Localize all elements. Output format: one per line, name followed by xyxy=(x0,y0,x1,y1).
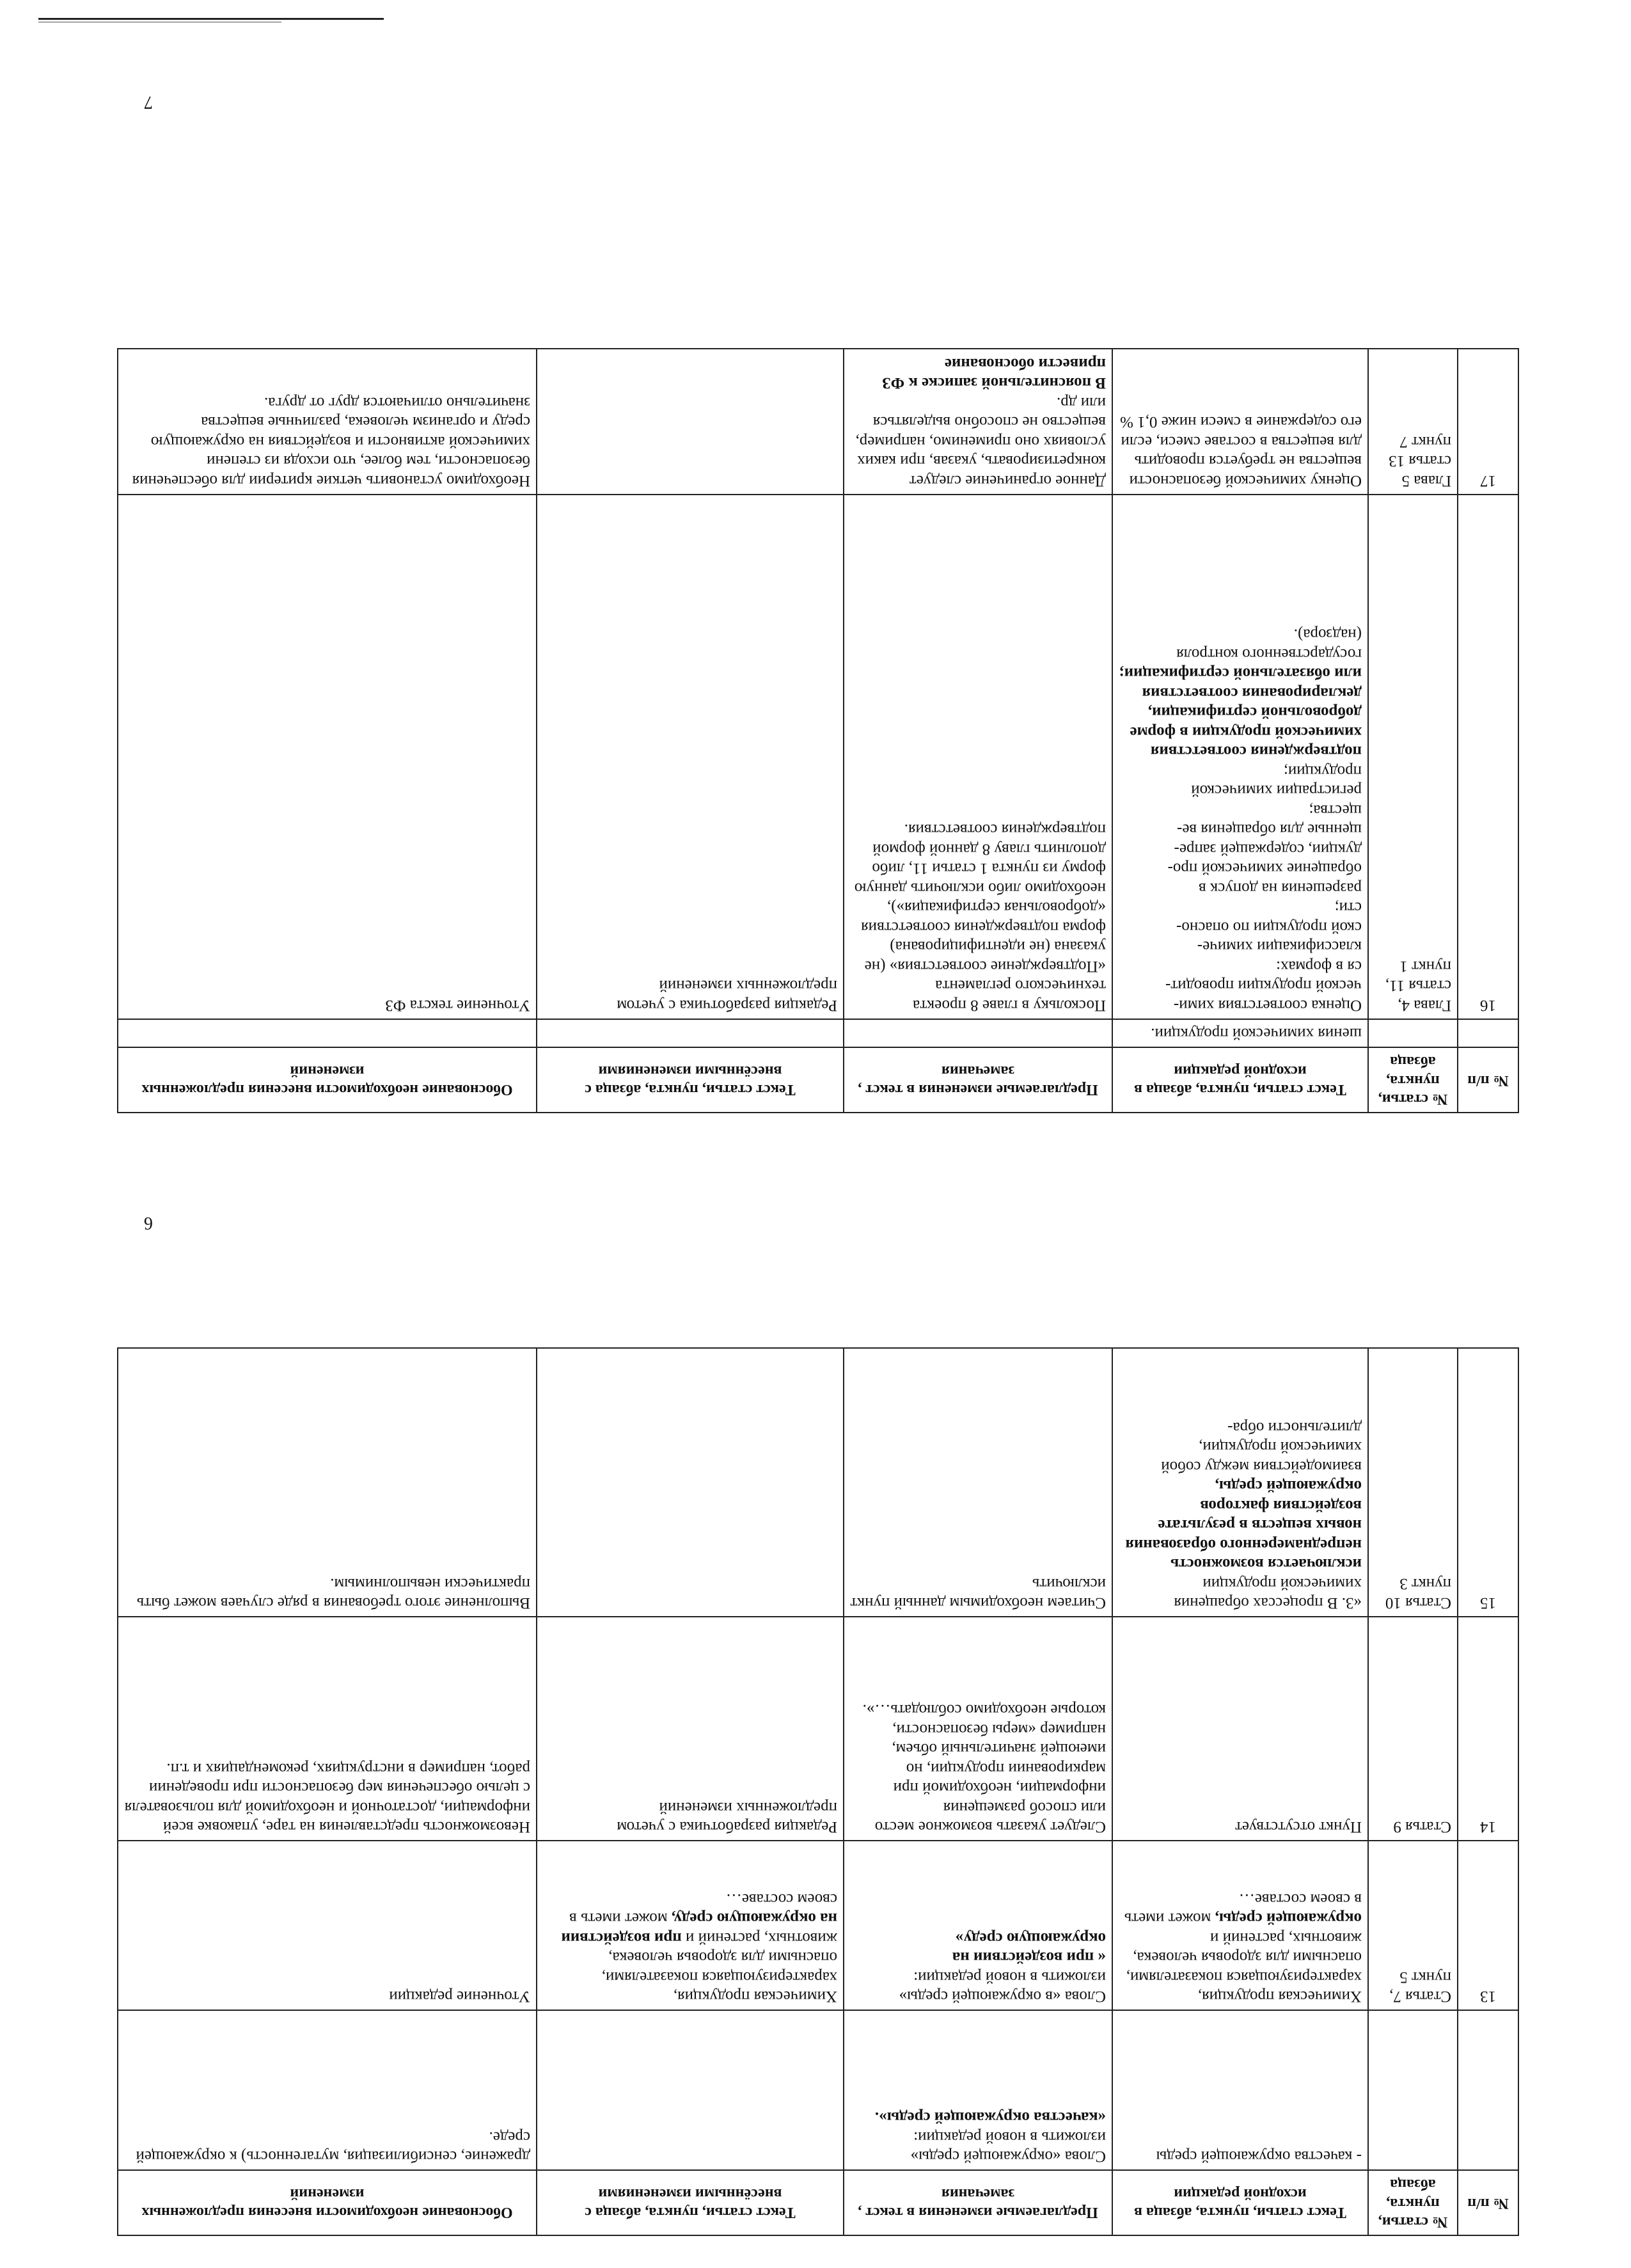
cell-justification: Выполнение этого требования в ряде случаев может быть практически невыполнимым. xyxy=(118,1348,537,1617)
table-row-13 xyxy=(118,1841,1518,2010)
cell-original: Пункт отсутствует xyxy=(1112,1617,1368,1841)
cell-amended: Химическая продукция, характеризующаяся показателями, опасными для здоровья человека, животных, растений и при воздействии на окружающую среду, может иметь в своем составе… xyxy=(537,1841,844,2010)
header-amended: Текст статьи, пункта, абзаца с внесёнными изменениями xyxy=(537,1047,844,1113)
header-num: № п/п xyxy=(1458,2170,1518,2235)
cell-proposed: Считаем необходимым данный пункт исключить xyxy=(844,1348,1112,1617)
cell-justification: Невозможность представления на таре, упаковке всей информации, достаточной и необходимой для пользователя с целью обеспечения мер безопасности при проведении работ, например в инструкциях, рекомендациях и т.п. xyxy=(118,1617,537,1841)
table-header-row xyxy=(118,1047,1518,1113)
page-number: 6 xyxy=(144,1213,153,1233)
cell-original: Оценку химической безопасности вещества не требуется проводить для вещества в составе смеси, если его содержание в смеси ниже 0,1 % xyxy=(1112,349,1368,495)
cell-amended xyxy=(537,349,844,495)
document-page-7 xyxy=(118,92,1519,1113)
table-row-continuation xyxy=(118,2010,1518,2170)
header-article: № статьи, пункта, абзаца xyxy=(1368,2170,1458,2235)
cell-proposed: Следует указать возможное место или способ размещения информации, необходимой при маркировании продукции, но имеющей значительный объем, например «меры безопасности, которые необходимо соблюдать…». xyxy=(844,1617,1112,1841)
cell-amended xyxy=(537,1348,844,1617)
document-page-6 xyxy=(118,1213,1519,2236)
header-num: № п/п xyxy=(1458,1047,1518,1113)
table-row-14 xyxy=(118,1617,1518,1841)
header-original: Текст статьи, пункта, абзаца в исходной редакции xyxy=(1112,2170,1368,2235)
table-header-row xyxy=(118,2170,1518,2235)
cell-proposed: Слова «окружающей среды» изложить в новой редакции: «качества окружающей среды». xyxy=(844,2010,1112,2170)
cell-num: 13 xyxy=(1458,1841,1518,2010)
cell-amended: Редакция разработчика с учетом предложенных изменений xyxy=(537,1617,844,1841)
cell-original: «3. В процессах обращения химической продукции исключается возможность непреднамеренного образования новых веществ в результате воздействия факторов окружающей среды, взаимодействия между собой химической продукции, длительности обра- xyxy=(1112,1348,1368,1617)
cell-proposed: Поскольку в главе 8 проекта технического регламента «Подтверждение соответствия» (не указана (не идентифицирована) форма подтверждения соответствия «добровольная сертификация»), необходимо либо исключить данную форму из пункта 1 статьи 11, либо дополнить главу 8 данной формой подтверждения соответствия. xyxy=(844,495,1112,1019)
page-number: 7 xyxy=(144,92,153,112)
amendments-table-page-6 xyxy=(117,1347,1519,2236)
table-row-16 xyxy=(118,495,1518,1019)
cell-original: - качества окружающей среды xyxy=(1112,2010,1368,2170)
cell-justification: Уточнение редакции xyxy=(118,1841,537,2010)
header-proposed: Предлагаемые изменения в текст , замечания xyxy=(844,1047,1112,1113)
header-original: Текст статьи, пункта, абзаца в исходной редакции xyxy=(1112,1047,1368,1113)
scan-edge-line xyxy=(38,18,384,20)
cell-article: Глава 5 статья 13 пункт 7 xyxy=(1368,349,1458,495)
header-amended: Текст статьи, пункта, абзаца с внесёнными изменениями xyxy=(537,2170,844,2235)
cell-num: 16 xyxy=(1458,495,1518,1019)
header-justification: Обоснование необходимости внесения предложенных изменений xyxy=(118,2170,537,2235)
cell-amended: Редакция разработчика с учетом предложенных изменений xyxy=(537,495,844,1019)
cell-article: Статья 7, пункт 5 xyxy=(1368,1841,1458,2010)
header-justification: Обоснование необходимости внесения предложенных изменений xyxy=(118,1047,537,1113)
cell-justification: дражение, сенсибилизация, мутагенность) к окружающей среде. xyxy=(118,2010,537,2170)
cell-original: Химическая продукция, характеризующаяся показателями, опасными для здоровья человека, животных, растений и окружающей среды, может иметь в своем составе… xyxy=(1112,1841,1368,2010)
cell-proposed: Данное ограничение следует конкретизировать, указав, при каких условиях оно применимо, например, вещество не способно выделяться или др. В пояснительной записке к ФЗ привести обоснование xyxy=(844,349,1112,495)
cell-justification: Необходимо установить четкие критерии для обеспечения безопасности, тем более, что исходя из степени химической активности и воздействия на окружающую среду и организм человека, различные вещества значительно отличаются друг от друга. xyxy=(118,349,537,495)
cell-article: Глава 4, статья 11, пункт 1 xyxy=(1368,495,1458,1019)
cell-num: 14 xyxy=(1458,1617,1518,1841)
cell-original: Оценка соответствия хими- ческой продукции проводит- ся в формах: классификации химиче- ской продукции по опасно- сти; разрешения на допуск в обращение химической про- дукции, содержащей запре- щенные для обращения ве- щества; регистрации химической продукции; подтверждения соответствия химической продукции в форме добровольной сертификации, декларирования соответствия или обязательной сертификации; государственного контроля (надзора). xyxy=(1112,495,1368,1019)
header-article: № статьи, пункта, абзаца xyxy=(1368,1047,1458,1113)
header-proposed: Предлагаемые изменения в текст , замечания xyxy=(844,2170,1112,2235)
amendments-table-page-7 xyxy=(117,348,1519,1113)
cell-proposed: Слова «в окружающей среды» изложить в новой редакции: « при воздействии на окружающую среду» xyxy=(844,1841,1112,2010)
table-row-17 xyxy=(118,349,1518,495)
cell-num: 15 xyxy=(1458,1348,1518,1617)
cell-num: 17 xyxy=(1458,349,1518,495)
table-row-15 xyxy=(118,1348,1518,1617)
cell-original: шения химической продукции. xyxy=(1112,1019,1368,1048)
cell-justification: Уточнение текста ФЗ xyxy=(118,495,537,1019)
cell-article: Статья 9 xyxy=(1368,1617,1458,1841)
table-row-continuation xyxy=(118,1019,1518,1048)
cell-article: Статья 10 пункт 3 xyxy=(1368,1348,1458,1617)
